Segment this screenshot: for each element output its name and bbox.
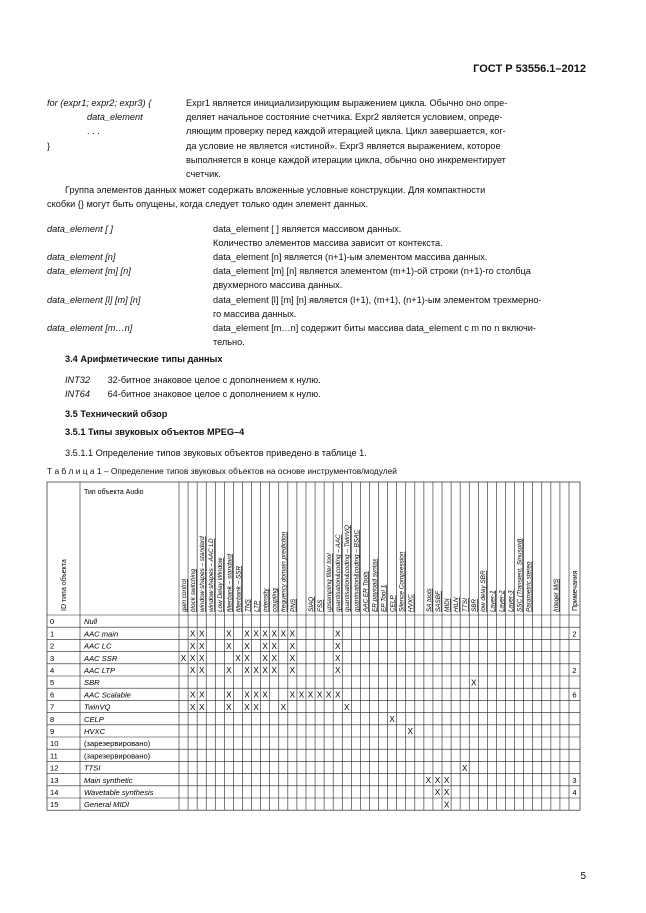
for-desc-line: выполняется в конце каждой итерации цикла, обычно оно инкрементирует [186,154,506,165]
check-mark: X [198,641,205,651]
check-mark: X [189,666,196,676]
check-mark: X [226,641,232,651]
row-object-type: Wavetable synthesis [84,788,154,797]
check-mark: X [180,654,187,663]
for-desc-line: ляющим проверку перед каждой итерацией цикла. Цикл завершается, ког- [186,126,506,137]
tool-column-header: frequency domain prediction [280,531,288,612]
row-note: 4 [572,788,577,797]
paragraph-line: скобки {} могут быть опущены, когда следует только один элемент данных. [47,199,369,210]
notes-column-header: Примечания [572,570,579,611]
row-object-type: Null [84,617,98,627]
tool-column-header: PNS [289,598,297,612]
definition-term: data_element [n] [47,252,116,262]
row-id: 1 [50,629,55,639]
tool-column-header: TTSI [462,598,470,612]
for-code-line: } [47,140,51,151]
tool-column-header: quantisation&coding – BSAC [353,529,361,612]
tool-column-header: filterbank – SSR [235,565,243,612]
id-column-header: ID типа объекта [61,559,68,611]
section-heading: 3.5 Технический обзор [65,409,168,419]
desc-line: Количество элементов массива зависит от контекста. [213,238,443,249]
for-code-line: data_element [87,112,143,123]
check-mark: X [189,690,196,700]
tool-column-header: Layer-2 [498,590,506,612]
definition-term: data_element [l] [m] [n] [47,295,141,305]
desc-line: data_element [n] является (n+1)-ым элементом массива данных. [213,252,488,262]
check-mark: X [289,690,296,700]
for-desc-line: счетчик. [186,169,221,180]
check-mark: X [334,654,341,663]
row-object-type: (зарезервировано) [84,751,151,761]
check-mark: X [344,702,350,712]
section-heading: 3.5.1 Типы звуковых объектов MPEG–4 [65,427,245,437]
tool-column-header: CELP [389,595,397,612]
desc-line: го массива данных. [213,309,297,320]
check-mark: X [244,629,250,639]
check-mark: X [244,690,250,700]
tool-column-header: Layer-1 [489,590,497,612]
check-mark: X [198,629,205,639]
row-id: 10 [50,739,59,749]
check-mark: X [189,641,196,651]
check-mark: X [198,666,205,676]
type-desc: 64-битное знаковое целое с дополнением к нулю. [107,389,321,400]
tool-column-header: SASBF [434,591,442,612]
desc-line: data_element [ ] является массивом данных. [213,224,402,234]
check-mark: X [244,641,250,651]
tool-column-header: window shapes – AAC LD [208,538,216,612]
check-mark: X [334,629,341,639]
desc-line: двухмерного массива данных. [213,280,343,291]
row-object-type: AAC SSR [84,653,118,663]
row-id: 13 [50,775,59,785]
row-note: 2 [572,629,577,639]
tool-column-header: block switching [190,569,198,612]
tool-column-header: HVXC [407,594,415,612]
row-id: 7 [50,702,55,712]
for-desc-line: Expr1 является инициализирующим выражением цикла. Обычно оно опре- [186,98,508,108]
check-mark: X [334,666,341,676]
check-mark: X [253,629,259,639]
row-object-type: AAC LTP [84,666,116,675]
check-mark: X [198,654,205,663]
definition-term: data_element [m…n] [47,323,133,333]
check-mark: X [461,763,468,773]
row-id: 4 [50,666,55,675]
tool-column-header: quantisation&coding – AAC [335,534,343,612]
tool-column-header: LTP [253,600,261,612]
row-id: 8 [50,714,55,724]
for-code-line: for (expr1; expr2; expr3) { [47,98,152,108]
row-id: 3 [50,653,55,663]
check-mark: X [280,629,287,639]
tool-column-header: EP Tool 1 [380,584,388,612]
check-mark: X [425,776,432,785]
check-mark: X [253,702,259,712]
check-mark: X [271,641,277,651]
tool-column-header: SIAQ [307,596,315,612]
check-mark: X [226,690,232,700]
check-mark: X [325,690,332,700]
check-mark: X [271,654,277,663]
desc-line: тельно. [213,337,245,348]
row-note: 6 [572,690,577,700]
row-object-type: AAC Scalable [84,690,131,700]
desc-line: data_element [m…n] содержит биты массива data_element с m по n включи- [213,323,536,333]
row-object-type: (зарезервировано) [84,739,151,749]
check-mark: X [262,641,268,651]
check-mark: X [434,788,441,798]
desc-line: data_element [l] [m] [n] является (l+1), (m+1), (n+1)-ым элементом трехмерно- [213,295,542,305]
check-mark: X [226,629,232,639]
tool-column-header: FSS [316,599,324,612]
check-mark: X [407,727,414,737]
page-number: 5 [580,871,586,882]
check-mark: X [262,654,268,663]
check-mark: X [198,702,205,712]
row-object-type: AAC LC [84,641,112,651]
row-id: 6 [50,690,55,700]
check-mark: X [434,776,441,785]
row-object-type: Main synthetic [84,775,133,785]
row-id: 5 [50,678,55,688]
check-mark: X [189,702,196,712]
table-caption: Т а б л и ц а 1 – Определение типов звуковых объектов на основе инструментов/модулей [47,466,397,476]
check-mark: X [316,690,323,700]
definition-term: data_element [m] [n] [47,266,131,276]
tool-column-header: TNS [244,599,252,612]
for-desc-line: да условие не является «истиной». Expr3 является выражением, которое [186,140,501,151]
tool-column-header: upsampling filter tool [326,553,334,612]
tool-column-header: Integer M/S [552,578,560,612]
tool-column-header: Silence Compression [398,551,406,612]
check-mark: X [198,690,205,700]
for-code-line: . . . [87,126,100,137]
check-mark: X [262,690,268,700]
row-object-type: TTSI [84,763,101,773]
check-mark: X [262,629,268,639]
tool-column-header: AAC ER Tools [362,571,370,612]
check-mark: X [226,702,232,712]
definition-term: data_element [ ] [47,224,113,234]
check-mark: X [244,654,250,663]
check-mark: X [189,629,196,639]
check-mark: X [298,690,305,700]
tool-column-header: HILN [453,597,461,612]
for-desc-line: деляет начальное состояние счетчика. Expr2 является условием, опреде- [186,112,503,123]
check-mark: X [262,666,268,676]
check-mark: X [443,800,450,810]
check-mark: X [235,654,241,663]
tool-column-header: quantisation&coding – TwinVQ [344,525,352,612]
check-mark: X [226,666,232,676]
row-id: 0 [50,617,55,627]
tool-column-header: window shapes – standard [199,536,207,612]
check-mark: X [289,654,296,663]
desc-line: data_element [m] [n] является элементом (m+1)-ой строки (n+1)-го столбца [213,266,531,276]
row-object-type: AAC main [84,629,119,639]
tool-column-header: Parametric stereo [525,561,533,612]
type-column-header: Тип объекта Audio [84,489,144,496]
row-note: 3 [572,775,577,785]
tool-column-header: coupling [271,588,279,612]
tool-column-header: Layer-3 [507,590,515,612]
check-mark: X [244,702,250,712]
row-object-type: CELP [84,714,104,724]
check-mark: X [253,666,259,676]
tool-column-header: filterbank – standard [226,554,234,612]
document-header: ГОСТ Р 53556.1–2012 [473,63,586,75]
row-id: 2 [50,641,55,651]
paragraph-line: Группа элементов данных может содержать вложенные условные конструкции. Для компактности [65,185,486,195]
check-mark: X [280,702,287,712]
tool-column-header: MIDI [443,598,451,612]
row-id: 12 [50,763,59,773]
check-mark: X [443,788,450,798]
tool-column-header: Low Delay Window [217,557,225,612]
row-id: 11 [50,751,58,761]
check-mark: X [271,666,277,676]
check-mark: X [289,629,296,639]
check-mark: X [271,629,277,639]
row-object-type: General MIDI [84,800,130,810]
tool-column-header: SSC (Transient, Sinusoid) [516,538,524,612]
check-mark: X [253,690,259,700]
tool-column-header: intensity [262,588,270,612]
check-mark: X [334,690,341,700]
row-note: 2 [572,666,577,675]
row-object-type: HVXC [84,727,106,736]
table-border [47,482,580,810]
tool-column-header: gain control [180,578,188,612]
check-mark: X [189,654,196,663]
tool-column-header: ER payload syntax [371,558,379,612]
row-id: 15 [50,800,59,810]
tool-column-header: SA tools [425,588,433,612]
type-desc: 32-битное знаковое целое с дополнением к нулю. [107,375,321,385]
row-object-type: SBR [84,678,100,688]
tool-column-header: SBR [471,598,479,612]
type-term: INT32 [65,375,91,385]
check-mark: X [307,690,314,700]
type-term: INT64 [65,389,91,400]
section-heading: 3.4 Арифметические типы данных [65,354,223,364]
row-id: 9 [50,727,55,736]
check-mark: X [389,715,395,724]
tool-column-header: low delay SBR [480,570,488,612]
check-mark: X [471,678,477,688]
check-mark: X [289,666,296,676]
row-id: 14 [50,788,59,797]
check-mark: X [334,641,341,651]
check-mark: X [244,666,250,676]
check-mark: X [443,776,450,785]
check-mark: X [289,641,296,651]
paragraph: 3.5.1.1 Определение типов звуковых объектов приведено в таблице 1. [65,448,367,458]
row-object-type: TwinVQ [84,702,111,712]
